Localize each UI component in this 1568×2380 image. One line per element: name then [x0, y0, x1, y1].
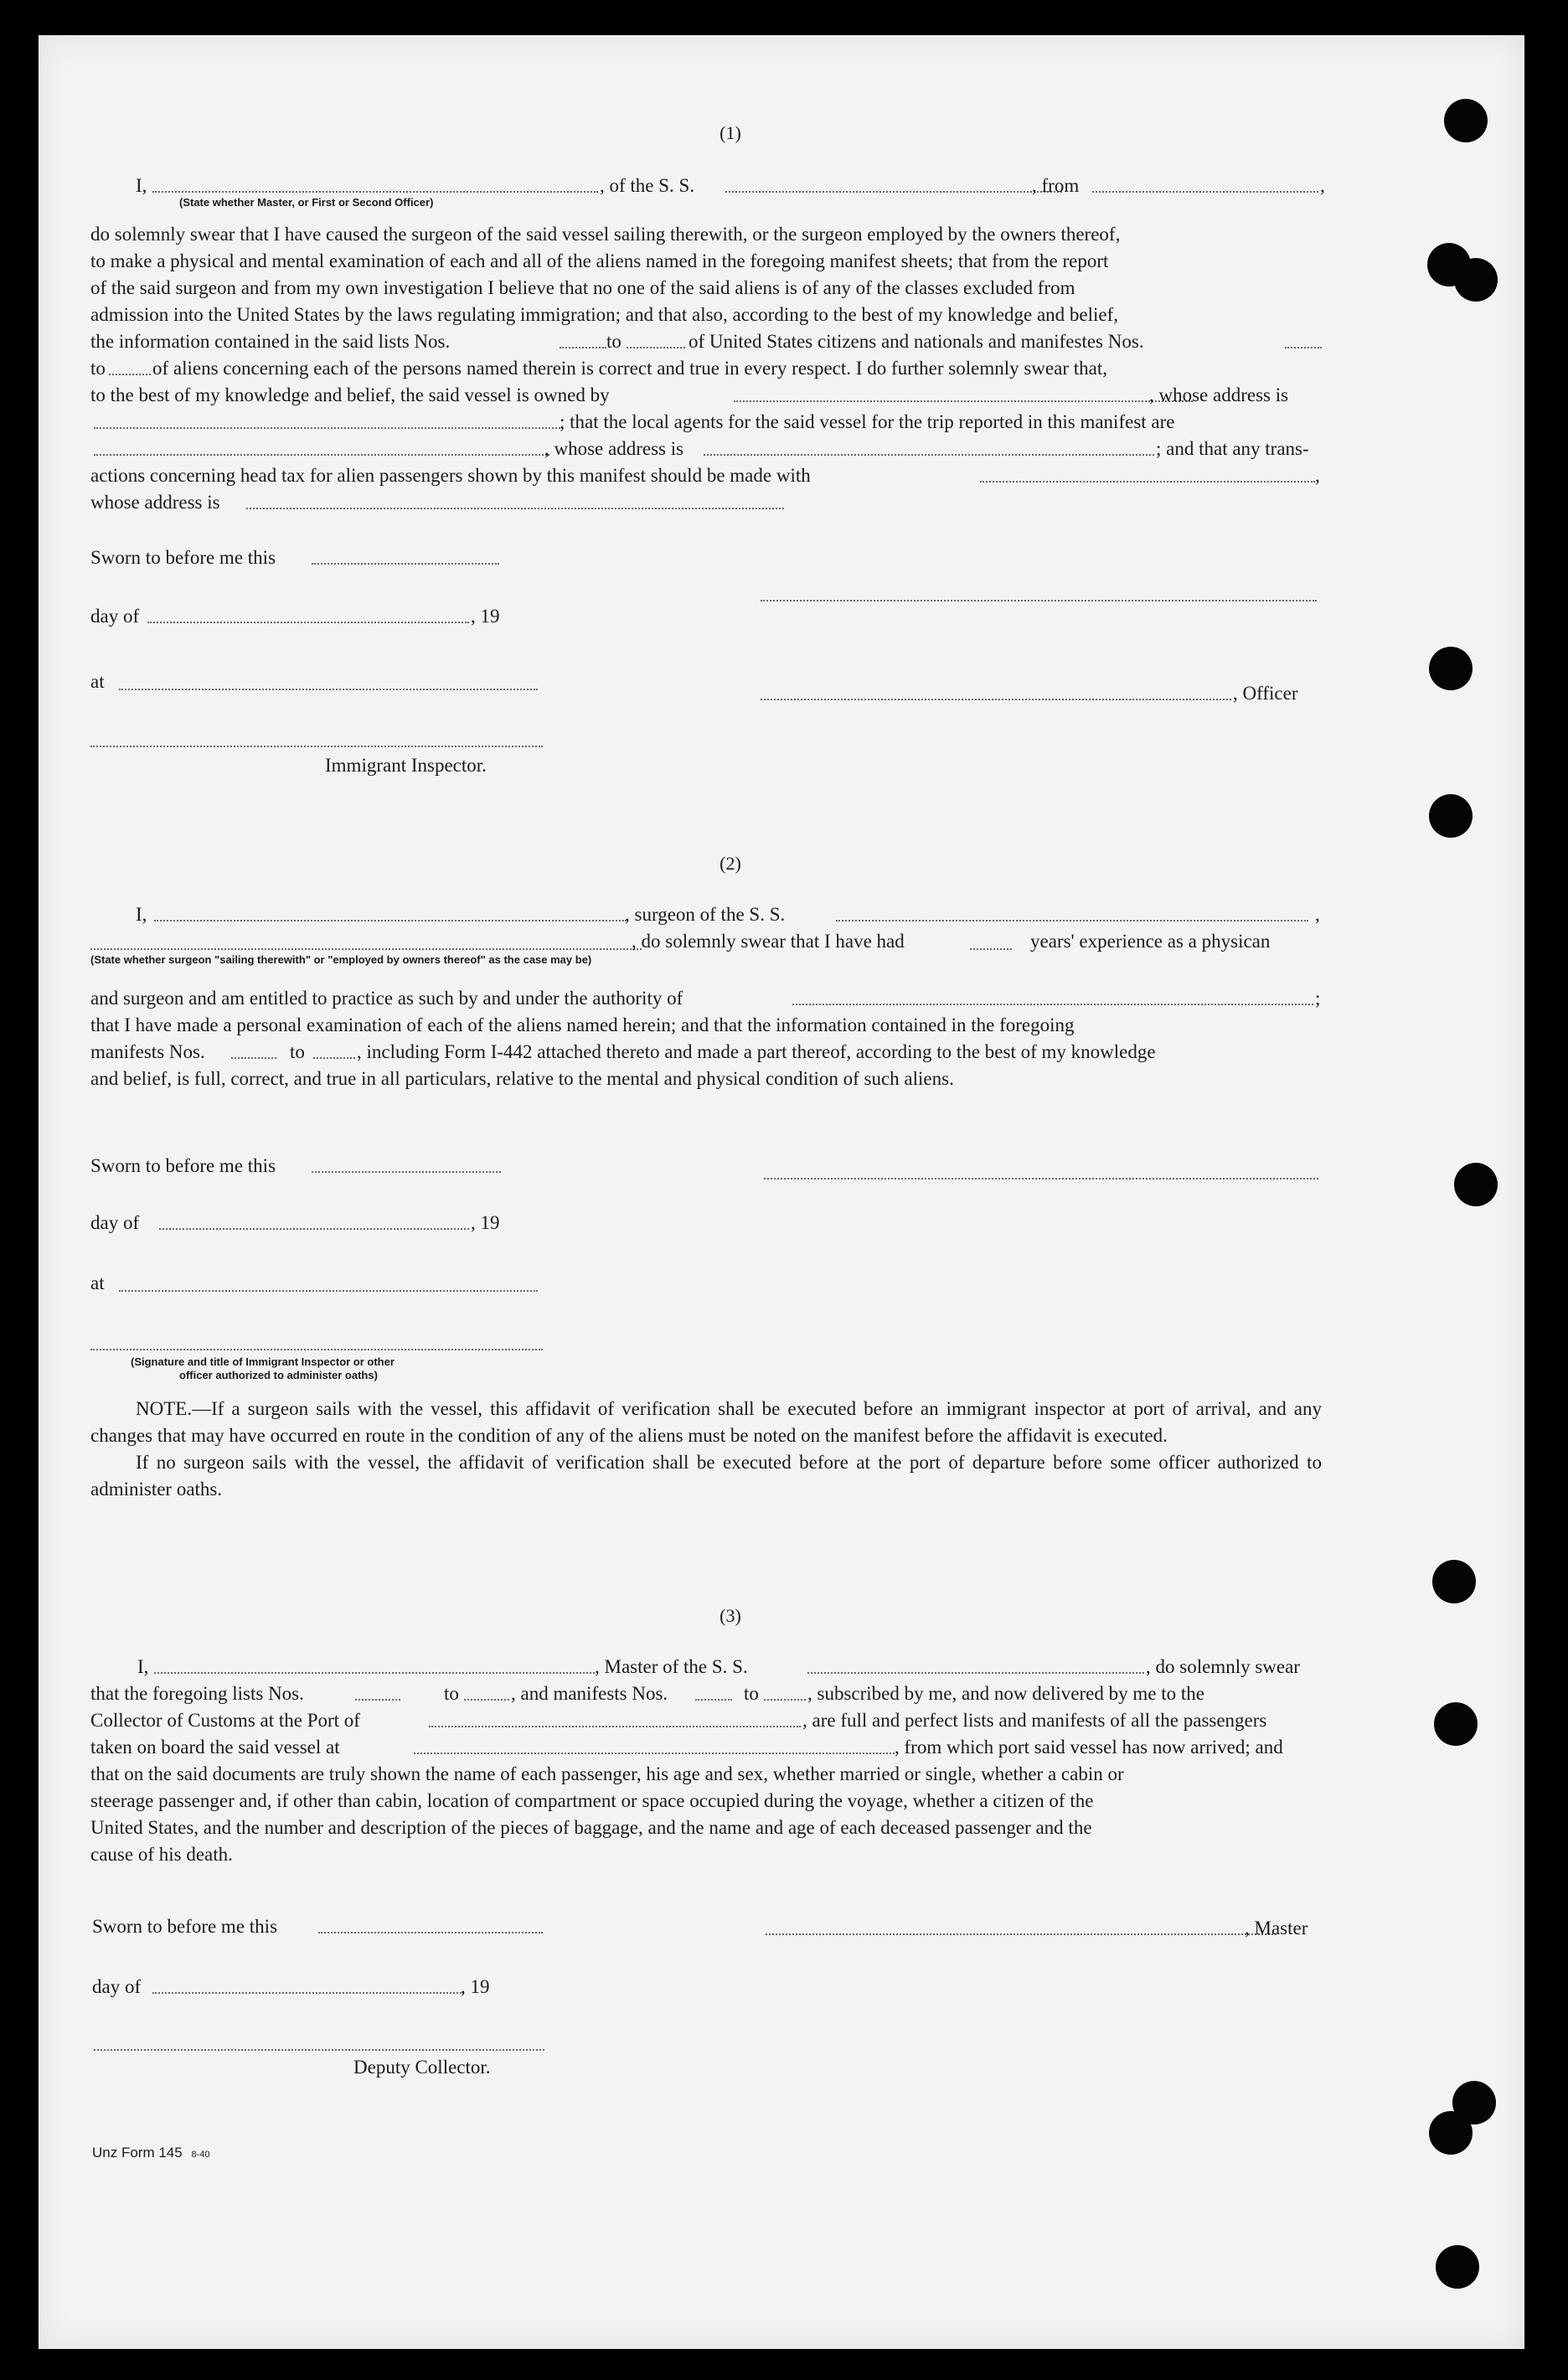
s1-intro-i: I, — [136, 175, 147, 196]
s3-day-field[interactable] — [152, 1992, 464, 1994]
section-2-number: (2) — [720, 853, 741, 874]
s3-lists-from-field[interactable] — [355, 1699, 400, 1701]
s3-lists-to-field[interactable] — [464, 1699, 509, 1701]
binder-hole — [1454, 258, 1498, 302]
s3-master-sig-field[interactable] — [766, 1933, 1277, 1935]
form-page — [39, 35, 1524, 2349]
binder-hole — [1444, 99, 1488, 142]
binder-hole — [1432, 1560, 1476, 1603]
s1-day-field[interactable] — [147, 622, 469, 623]
s2-ship-field[interactable] — [836, 920, 1308, 922]
binder-hole — [1429, 2111, 1473, 2155]
s1-intro-from: , from — [1032, 175, 1080, 196]
section-3-number: (3) — [720, 1605, 741, 1626]
s1-manifests-from-field[interactable] — [1285, 347, 1322, 348]
s1-body — [90, 221, 1322, 328]
s3-boarding-port-field[interactable] — [414, 1753, 895, 1754]
s2-inspector-sig-field[interactable] — [90, 1349, 543, 1350]
form-date: 8-40 — [191, 2150, 210, 2160]
s1-headtax-field[interactable] — [980, 481, 1315, 483]
s1-headtax-address-field[interactable] — [246, 508, 784, 509]
s3-line2-a: that the foregoing lists Nos. — [90, 1683, 304, 1704]
s3-manifests-from-field[interactable] — [695, 1699, 732, 1701]
s3-body-line: cause of his death. — [90, 1844, 233, 1865]
s2-sworn: Sworn to before me this — [90, 1155, 276, 1176]
s3-master: , Master — [1245, 1918, 1308, 1939]
s2-authority-field[interactable] — [792, 1004, 1313, 1005]
s3-line3-a: Collector of Customs at the Port of — [90, 1710, 360, 1731]
s2-intro-end: , — [1315, 904, 1320, 925]
s2-intro-surgeon: , surgeon of the S. S. — [625, 904, 786, 925]
s2-signature-field[interactable] — [764, 1178, 1318, 1180]
s2-day-of: day of — [90, 1212, 140, 1233]
s1-line8-a: ; that the local agents for the said vessel for the trip reported in this manifest are — [560, 411, 1175, 432]
s1-nineteen: , 19 — [471, 606, 500, 627]
s1-inspector: Immigrant Inspector. — [325, 755, 487, 776]
s1-at: at — [90, 671, 105, 692]
s2-nineteen: , 19 — [471, 1212, 500, 1233]
s1-lists-from-field[interactable] — [560, 347, 606, 348]
s1-signature-field[interactable] — [761, 600, 1317, 601]
s3-deputy: Deputy Collector. — [353, 2057, 491, 2078]
s1-line9-a: , whose address is — [544, 438, 684, 459]
s2-intro-i: I, — [136, 904, 147, 925]
binder-hole — [1429, 794, 1473, 838]
form-id-label: Unz Form 145 — [92, 2145, 183, 2161]
s2-line4: that I have made a personal examination of each of the aliens named herein; and that the information contained in the foregoing — [90, 1014, 1075, 1035]
s3-body — [90, 1761, 1322, 1868]
s2-line2-b: years' experience as a physican — [1030, 931, 1271, 952]
s2-line2-a: , do solemnly swear that I have had — [632, 931, 905, 952]
s3-ship-field[interactable] — [807, 1672, 1144, 1674]
s2-day-field[interactable] — [159, 1228, 469, 1230]
s3-line2-c: , and manifests Nos. — [511, 1683, 668, 1704]
binder-hole — [1429, 647, 1473, 690]
s1-intro-end: , — [1320, 175, 1325, 196]
s1-manifests-to-field[interactable] — [109, 374, 151, 375]
s1-state-note: (State whether Master, or First or Second Officer) — [179, 196, 434, 209]
s1-ship-field[interactable] — [725, 191, 1062, 193]
s1-officer-field[interactable] — [152, 191, 598, 193]
s2-sig-note-2: officer authorized to administer oaths) — [179, 1369, 378, 1381]
binder-hole — [1434, 1702, 1478, 1746]
s1-sworn-field[interactable] — [312, 563, 499, 565]
s1-day-of: day of — [90, 606, 140, 627]
s1-body-line: admission into the United States by the laws regulating immigration; and that also, according to the best of my knowledge and belief, — [90, 304, 1119, 325]
s2-sworn-field[interactable] — [312, 1171, 501, 1173]
s3-body-line: United States, and the number and description of the pieces of baggage, and the name and age of each deceased passenger and the — [90, 1817, 1092, 1838]
s3-intro-swear: , do solemnly swear — [1146, 1656, 1300, 1677]
s1-line11-a: whose address is — [90, 492, 220, 513]
s3-body-line: that on the said documents are truly shown the name of each passenger, his age and sex, whether married or single, whether a cabin or — [90, 1763, 1124, 1784]
s2-line3-a: and surgeon and am entitled to practice as such by and under the authority of — [90, 988, 683, 1009]
s2-years-field[interactable] — [970, 948, 1012, 950]
s1-line7-b: , whose address is — [1149, 385, 1289, 405]
s1-body-line: do solemnly swear that I have caused the surgeon of the said vessel sailing therewith, or the surgeon employed by the owners thereof, — [90, 224, 1121, 245]
s3-nineteen: , 19 — [461, 1976, 490, 1997]
s2-line5-c: , including Form I-442 attached thereto and made a part thereof, according to the best of my knowledge — [357, 1041, 1156, 1062]
s2-at-field[interactable] — [119, 1290, 538, 1292]
s1-line9-b: ; and that any trans- — [1156, 438, 1309, 459]
s1-body-line: to make a physical and mental examination of each and all of the aliens named in the foregoing manifest sheets; that from the report — [90, 250, 1109, 271]
s2-surgeon-status-field[interactable] — [90, 948, 642, 950]
s2-note-1: NOTE.—If a surgeon sails with the vessel, this affidavit of verification shall be executed before an immigrant inspector at port of arrival, and any changes that may have occurred en route in the condition of any of the aliens must be noted on the manifest before the affidavit is executed. — [90, 1398, 1322, 1446]
s1-at-field[interactable] — [119, 689, 538, 690]
s3-line2-b: to — [444, 1683, 459, 1704]
s3-line2-e: , subscribed by me, and now delivered by me to the — [807, 1683, 1204, 1704]
s3-sworn: Sworn to before me this — [92, 1916, 278, 1937]
s3-line4-a: taken on board the said vessel at — [90, 1737, 340, 1758]
s1-sworn: Sworn to before me this — [90, 547, 276, 568]
s3-line2-d: to — [744, 1683, 759, 1704]
s1-line5-b: to — [606, 331, 622, 352]
s2-note-2: If no surgeon sails with the vessel, the affidavit of verification shall be executed before at the port of departure before some officer authorized to administer oaths. — [90, 1452, 1322, 1500]
section-1-number: (1) — [720, 122, 741, 143]
s1-owner-address-field[interactable] — [94, 427, 563, 429]
s3-line3-b: , are full and perfect lists and manifests of all the passengers — [802, 1710, 1267, 1731]
s1-agents-field[interactable] — [94, 454, 549, 456]
s2-sig-note-1: (Signature and title of Immigrant Inspector or other — [131, 1355, 395, 1368]
s1-agents-address-field[interactable] — [704, 454, 1154, 456]
s1-owner-field[interactable] — [734, 400, 1193, 402]
s1-line10-a: actions concerning head tax for alien passengers shown by this manifest should be made with — [90, 465, 811, 486]
binder-hole — [1436, 2245, 1479, 2289]
s3-day-of: day of — [92, 1976, 142, 1997]
s2-note — [90, 1396, 1322, 1503]
s1-intro-ss: , of the S. S. — [600, 175, 695, 196]
s1-body-line: of the said surgeon and from my own investigation I believe that no one of the said aliens is of any of the classes excluded from — [90, 277, 1075, 298]
s3-manifests-to-field[interactable] — [764, 1699, 806, 1701]
s1-from-field[interactable] — [1092, 191, 1318, 193]
s2-manifests-to-field[interactable] — [313, 1057, 355, 1059]
s2-line6: and belief, is full, correct, and true in all particulars, relative to the mental and physical condition of such aliens. — [90, 1068, 954, 1089]
s2-at: at — [90, 1273, 105, 1293]
s2-line5-a: manifests Nos. — [90, 1041, 205, 1062]
s3-intro-master: , Master of the S. S. — [595, 1656, 748, 1677]
s2-line3-b: ; — [1315, 988, 1321, 1009]
s1-line10-b: , — [1315, 465, 1320, 486]
s1-line6-b: of aliens concerning each of the persons named therein is correct and true in every respect. I do further solemnly swear that, — [152, 358, 1107, 379]
binder-hole — [1454, 1163, 1498, 1206]
s1-line7-a: to the best of my knowledge and belief, the said vessel is owned by — [90, 385, 610, 405]
s3-collector-sig-field[interactable] — [94, 2049, 544, 2051]
s3-line4-b: , from which port said vessel has now arrived; and — [895, 1737, 1283, 1758]
s1-officer: , Officer — [1233, 683, 1298, 704]
s3-intro-i: I, — [137, 1656, 149, 1677]
s3-sworn-field[interactable] — [318, 1932, 543, 1933]
s1-lists-to-field[interactable] — [627, 347, 685, 348]
s1-officer-sig-field[interactable] — [761, 699, 1231, 700]
s2-surgeon-name-field[interactable] — [154, 920, 627, 922]
s1-line5-a: the information contained in the said lists Nos. — [90, 331, 451, 352]
s3-body-line: steerage passenger and, if other than cabin, location of compartment or space occupied during the voyage, whether a citizen of the — [90, 1790, 1094, 1811]
s3-master-name-field[interactable] — [154, 1672, 595, 1674]
s2-state-note: (State whether surgeon "sailing therewith" or "employed by owners thereof" as the case may be) — [90, 953, 592, 966]
form-id — [92, 2145, 209, 2161]
s2-manifests-from-field[interactable] — [231, 1057, 276, 1059]
s2-line5-b: to — [290, 1041, 305, 1062]
s1-line5-c: of United States citizens and nationals and manifestes Nos. — [689, 331, 1144, 352]
s1-inspector-sig-field[interactable] — [90, 746, 543, 747]
s1-line6-a: to — [90, 358, 106, 379]
s3-port-field[interactable] — [429, 1726, 801, 1727]
